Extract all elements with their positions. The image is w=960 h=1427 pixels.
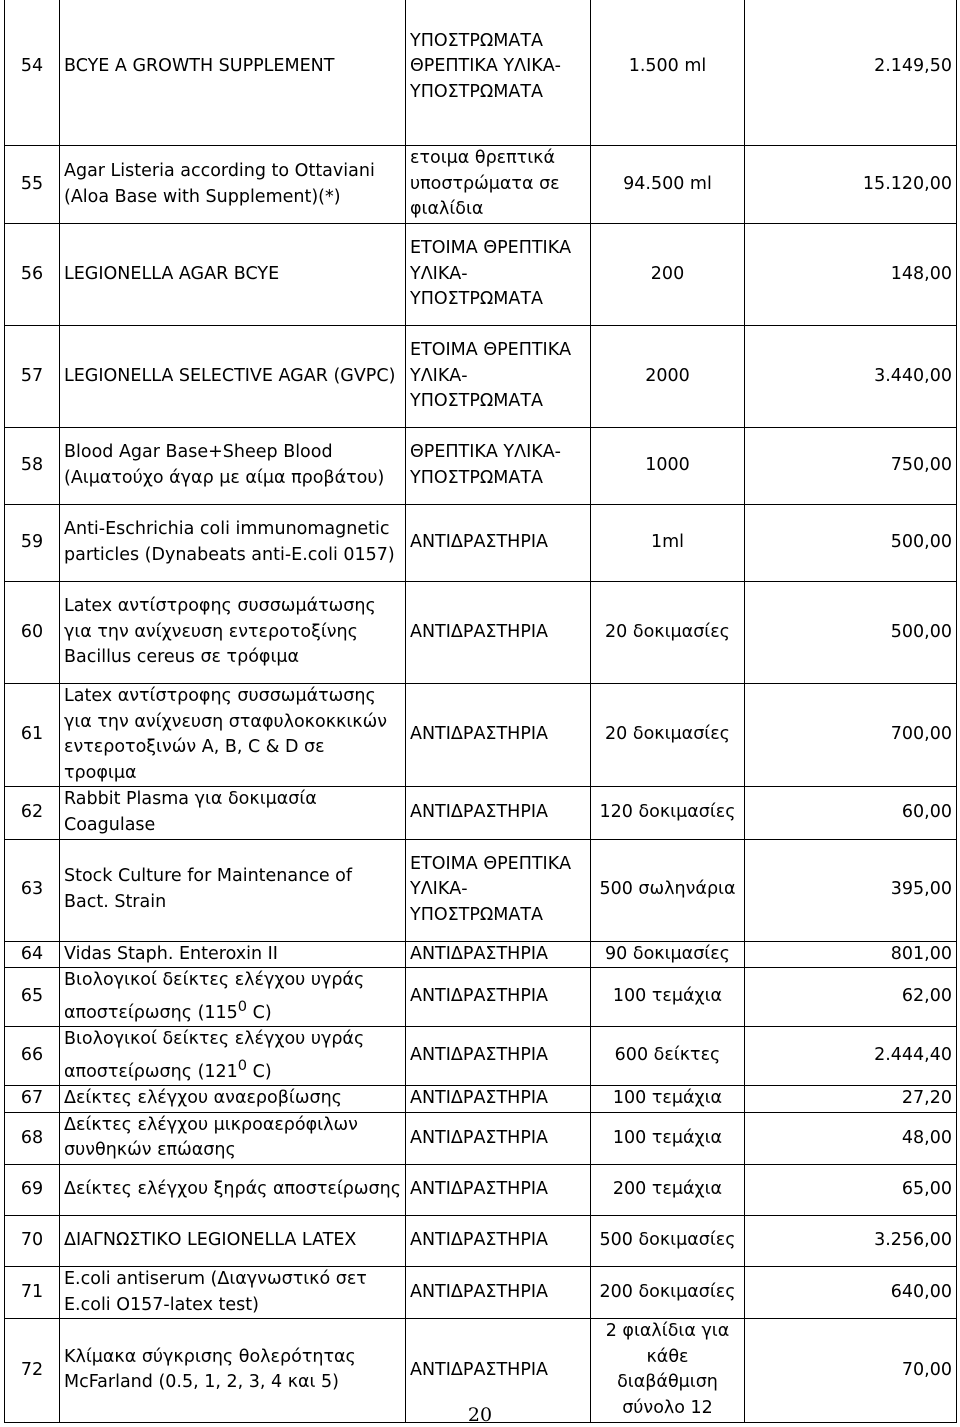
table-row — [5, 968, 957, 1027]
item-price: 2.444,40 — [745, 1027, 957, 1086]
item-price: 60,00 — [745, 787, 957, 839]
item-category: ΑΝΤΙΔΡΑΣΤΗΡΙΑ — [406, 1215, 591, 1266]
item-quantity: 100 τεμάχια — [591, 1086, 745, 1113]
item-name: Δείκτες ελέγχου ξηράς αποστείρωσης — [60, 1164, 406, 1215]
table-row — [5, 684, 957, 787]
superscript-degree: 0 — [237, 997, 248, 1015]
item-number: 59 — [5, 505, 60, 582]
table-row — [5, 787, 957, 839]
item-price: 700,00 — [745, 684, 957, 787]
item-category: ετοιμα θρεπτικά υποστρώματα σε φιαλίδια — [406, 146, 591, 224]
item-quantity: 100 τεμάχια — [591, 968, 745, 1027]
item-category: ΑΝΤΙΔΡΑΣΤΗΡΙΑ — [406, 968, 591, 1027]
item-quantity: 200 δοκιμασίες — [591, 1266, 745, 1318]
item-quantity: 20 δοκιμασίες — [591, 582, 745, 684]
item-name-tail: C) — [247, 1061, 272, 1082]
item-price: 640,00 — [745, 1266, 957, 1318]
item-price: 70,00 — [745, 1319, 957, 1422]
item-quantity: 600 δείκτες — [591, 1027, 745, 1086]
table-row — [5, 326, 957, 428]
table-row — [5, 505, 957, 582]
item-number: 61 — [5, 684, 60, 787]
item-quantity: 94.500 ml — [591, 146, 745, 224]
item-category: ΑΝΤΙΔΡΑΣΤΗΡΙΑ — [406, 787, 591, 839]
item-category: ΑΝΤΙΔΡΑΣΤΗΡΙΑ — [406, 941, 591, 968]
table-row — [5, 582, 957, 684]
item-number: 65 — [5, 968, 60, 1027]
items-table-body — [5, 0, 957, 1422]
item-number: 55 — [5, 146, 60, 224]
item-number: 62 — [5, 787, 60, 839]
table-row — [5, 1266, 957, 1318]
item-quantity: 200 τεμάχια — [591, 1164, 745, 1215]
item-price: 500,00 — [745, 505, 957, 582]
item-name: Δείκτες ελέγχου αναεροβίωσης — [60, 1086, 406, 1113]
table-row — [5, 941, 957, 968]
item-quantity: 90 δοκιμασίες — [591, 941, 745, 968]
item-price: 500,00 — [745, 582, 957, 684]
item-category: ΘΡΕΠΤΙΚΑ ΥΛΙΚΑ-ΥΠΟΣΤΡΩΜΑΤΑ — [406, 428, 591, 505]
item-name: Vidas Staph. Enteroxin II — [60, 941, 406, 968]
item-quantity: 200 — [591, 224, 745, 326]
item-name: E.coli antiserum (Διαγνωστικό σετ E.coli O157-latex test) — [60, 1266, 406, 1318]
table-row — [5, 1086, 957, 1113]
item-name: Κλίμακα σύγκρισης θολερότητας McFarland (0.5, 1, 2, 3, 4 και 5) — [60, 1319, 406, 1422]
item-number: 67 — [5, 1086, 60, 1113]
item-price: 395,00 — [745, 839, 957, 941]
item-quantity: 500 δοκιμασίες — [591, 1215, 745, 1266]
item-name-text: Βιολογικοί δείκτες ελέγχου υγράς αποστείρωσης (115 — [64, 970, 365, 1023]
superscript-degree: 0 — [237, 1056, 248, 1074]
item-price: 750,00 — [745, 428, 957, 505]
item-quantity: 1ml — [591, 505, 745, 582]
item-number: 56 — [5, 224, 60, 326]
table-row — [5, 428, 957, 505]
item-price: 148,00 — [745, 224, 957, 326]
item-category: ΑΝΤΙΔΡΑΣΤΗΡΙΑ — [406, 582, 591, 684]
item-number: 66 — [5, 1027, 60, 1086]
item-quantity: 20 δοκιμασίες — [591, 684, 745, 787]
item-category: ΥΠΟΣΤΡΩΜΑΤΑ ΘΡΕΠΤΙΚΑ ΥΛΙΚΑ-ΥΠΟΣΤΡΩΜΑΤΑ — [406, 0, 591, 146]
item-name: Δείκτες ελέγχου μικροαερόφιλων συνθηκών επώασης — [60, 1112, 406, 1164]
item-number: 54 — [5, 0, 60, 146]
table-row — [5, 224, 957, 326]
item-name: Anti-Eschrichia coli immunomagnetic particles (Dynabeats anti-E.coli 0157) — [60, 505, 406, 582]
table-row — [5, 0, 957, 146]
item-quantity: 1000 — [591, 428, 745, 505]
table-row — [5, 1027, 957, 1086]
page-number: 20 — [467, 1404, 493, 1426]
item-price: 2.149,50 — [745, 0, 957, 146]
item-name: LEGIONELLA SELECTIVE AGAR (GVPC) — [60, 326, 406, 428]
item-name: BCYE A GROWTH SUPPLEMENT — [60, 0, 406, 146]
item-name: Stock Culture for Maintenance of Bact. Strain — [60, 839, 406, 941]
item-price: 27,20 — [745, 1086, 957, 1113]
item-number: 68 — [5, 1112, 60, 1164]
item-name-text: Βιολογικοί δείκτες ελέγχου υγράς αποστείρωσης (121 — [64, 1029, 365, 1082]
item-price: 62,00 — [745, 968, 957, 1027]
item-category: ΑΝΤΙΔΡΑΣΤΗΡΙΑ — [406, 1164, 591, 1215]
item-category: ΕΤΟΙΜΑ ΘΡΕΠΤΙΚΑ ΥΛΙΚΑ-ΥΠΟΣΤΡΩΜΑΤΑ — [406, 326, 591, 428]
item-price: 3.440,00 — [745, 326, 957, 428]
item-category: ΑΝΤΙΔΡΑΣΤΗΡΙΑ — [406, 1266, 591, 1318]
item-name — [60, 968, 406, 1027]
item-name: Agar Listeria according to Ottaviani (Aloa Base with Supplement)(*) — [60, 146, 406, 224]
item-category: ΑΝΤΙΔΡΑΣΤΗΡΙΑ — [406, 684, 591, 787]
item-category: ΕΤΟΙΜΑ ΘΡΕΠΤΙΚΑ ΥΛΙΚΑ-ΥΠΟΣΤΡΩΜΑΤΑ — [406, 839, 591, 941]
item-category: ΑΝΤΙΔΡΑΣΤΗΡΙΑ — [406, 1027, 591, 1086]
item-name: Latex αντίστροφης συσσωμάτωσης για την ανίχνευση σταφυλοκοκκικών εντεροτοξινών A, B, C & D σε τροφιμα — [60, 684, 406, 787]
item-price: 65,00 — [745, 1164, 957, 1215]
item-name-tail: C) — [247, 1002, 272, 1023]
item-name: LEGIONELLA AGAR BCYE — [60, 224, 406, 326]
item-quantity: 1.500 ml — [591, 0, 745, 146]
item-number: 60 — [5, 582, 60, 684]
item-number: 63 — [5, 839, 60, 941]
item-name: ΔΙΑΓΝΩΣΤΙΚΟ LEGIONELLA LATEX — [60, 1215, 406, 1266]
item-name: Rabbit Plasma για δοκιμασία Coagulase — [60, 787, 406, 839]
item-number: 57 — [5, 326, 60, 428]
table-row — [5, 1215, 957, 1266]
item-category: ΑΝΤΙΔΡΑΣΤΗΡΙΑ — [406, 1086, 591, 1113]
item-category: ΑΝΤΙΔΡΑΣΤΗΡΙΑ — [406, 1319, 591, 1422]
item-category: ΕΤΟΙΜΑ ΘΡΕΠΤΙΚΑ ΥΛΙΚΑ-ΥΠΟΣΤΡΩΜΑΤΑ — [406, 224, 591, 326]
item-number: 64 — [5, 941, 60, 968]
item-quantity: 2 φιαλίδια για κάθε διαβάθμιση σύνολο 12 — [591, 1319, 745, 1422]
item-quantity: 2000 — [591, 326, 745, 428]
item-number: 72 — [5, 1319, 60, 1422]
items-table — [4, 0, 957, 1423]
item-quantity: 100 τεμάχια — [591, 1112, 745, 1164]
item-number: 58 — [5, 428, 60, 505]
table-row — [5, 1112, 957, 1164]
item-price: 48,00 — [745, 1112, 957, 1164]
item-price: 15.120,00 — [745, 146, 957, 224]
item-quantity: 120 δοκιμασίες — [591, 787, 745, 839]
item-number: 70 — [5, 1215, 60, 1266]
item-number: 71 — [5, 1266, 60, 1318]
table-row — [5, 146, 957, 224]
item-name — [60, 1027, 406, 1086]
item-price: 801,00 — [745, 941, 957, 968]
item-name: Latex αντίστροφης συσσωμάτωσης για την ανίχνευση εντεροτοξίνης Bacillus cereus σε τρόφιμα — [60, 582, 406, 684]
item-number: 69 — [5, 1164, 60, 1215]
item-name: Blood Agar Base+Sheep Blood (Αιματούχο άγαρ με αίμα προβάτου) — [60, 428, 406, 505]
item-category: ΑΝΤΙΔΡΑΣΤΗΡΙΑ — [406, 1112, 591, 1164]
item-category: ΑΝΤΙΔΡΑΣΤΗΡΙΑ — [406, 505, 591, 582]
item-price: 3.256,00 — [745, 1215, 957, 1266]
table-row — [5, 1164, 957, 1215]
item-quantity: 500 σωληνάρια — [591, 839, 745, 941]
table-row — [5, 839, 957, 941]
